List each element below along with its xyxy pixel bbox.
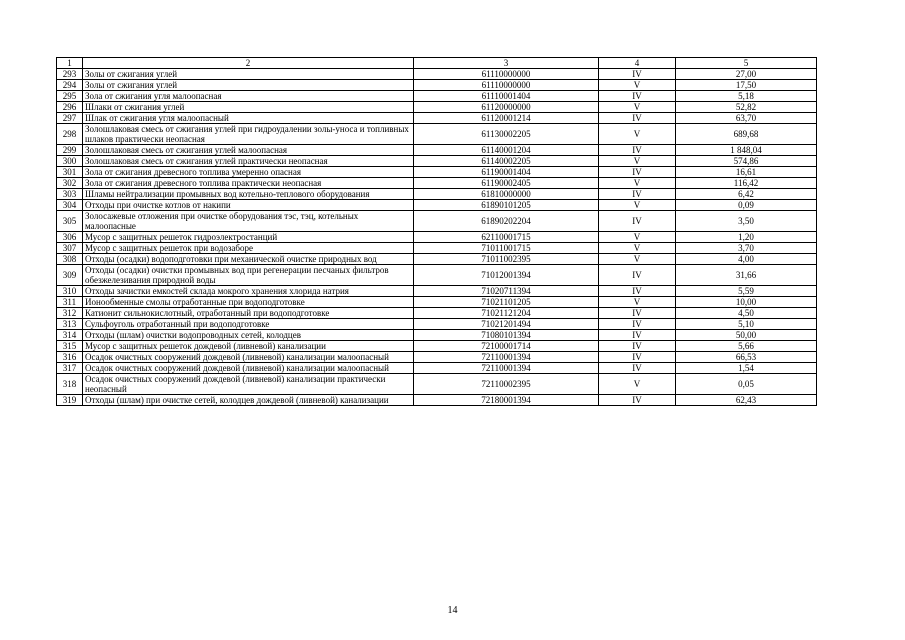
hazard-class: V xyxy=(599,243,676,254)
amount-value: 31,66 xyxy=(676,265,817,286)
row-number: 316 xyxy=(57,352,83,363)
hazard-class: IV xyxy=(599,308,676,319)
hazard-class: IV xyxy=(599,286,676,297)
row-number: 297 xyxy=(57,113,83,124)
waste-code: 61110000000 xyxy=(414,69,599,80)
amount-value: 62,43 xyxy=(676,395,817,406)
waste-name: Отходы (шлам) очистки водопроводных сетей, колодцев xyxy=(83,330,414,341)
table-row xyxy=(57,297,817,308)
waste-code: 61120000000 xyxy=(414,102,599,113)
waste-code: 72110002395 xyxy=(414,374,599,395)
waste-name: Шламы нейтрализации промывных вод котельно-теплового оборудования xyxy=(83,189,414,200)
waste-name: Шлак от сжигания угля малоопасный xyxy=(83,113,414,124)
amount-value: 5,66 xyxy=(676,341,817,352)
hazard-class: V xyxy=(599,232,676,243)
waste-name: Сульфоуголь отработанный при водоподготовке xyxy=(83,319,414,330)
waste-name: Отходы при очистке котлов от накипи xyxy=(83,200,414,211)
row-number: 298 xyxy=(57,124,83,145)
waste-code: 71080101394 xyxy=(414,330,599,341)
hazard-class: IV xyxy=(599,69,676,80)
amount-value: 16,61 xyxy=(676,167,817,178)
amount-value: 63,70 xyxy=(676,113,817,124)
waste-name: Катионит сильнокислотный, отработанный при водоподготовке xyxy=(83,308,414,319)
hazard-class: IV xyxy=(599,211,676,232)
amount-value: 0,05 xyxy=(676,374,817,395)
table-row xyxy=(57,200,817,211)
row-number: 301 xyxy=(57,167,83,178)
amount-value: 1 848,04 xyxy=(676,145,817,156)
amount-value: 574,86 xyxy=(676,156,817,167)
hazard-class: V xyxy=(599,124,676,145)
waste-code: 61130002205 xyxy=(414,124,599,145)
waste-code: 72110001394 xyxy=(414,352,599,363)
amount-value: 1,54 xyxy=(676,363,817,374)
row-number: 294 xyxy=(57,80,83,91)
waste-code: 61890101205 xyxy=(414,200,599,211)
waste-name: Золосажевые отложения при очистке оборудования тэс, тэц, котельных малоопасные xyxy=(83,211,414,232)
row-number: 302 xyxy=(57,178,83,189)
waste-code: 62110001715 xyxy=(414,232,599,243)
amount-value: 52,82 xyxy=(676,102,817,113)
waste-code: 61120001214 xyxy=(414,113,599,124)
table-row xyxy=(57,167,817,178)
table-row xyxy=(57,395,817,406)
hazard-class: IV xyxy=(599,265,676,286)
hazard-class: V xyxy=(599,200,676,211)
row-number: 311 xyxy=(57,297,83,308)
row-number: 296 xyxy=(57,102,83,113)
row-number: 309 xyxy=(57,265,83,286)
waste-code: 71021101205 xyxy=(414,297,599,308)
waste-name: Осадок очистных сооружений дождевой (ливневой) канализации малоопасный xyxy=(83,363,414,374)
waste-code: 71011002395 xyxy=(414,254,599,265)
waste-name: Осадок очистных сооружений дождевой (ливневой) канализации малоопасный xyxy=(83,352,414,363)
row-number: 293 xyxy=(57,69,83,80)
row-number: 317 xyxy=(57,363,83,374)
row-number: 314 xyxy=(57,330,83,341)
table-row xyxy=(57,124,817,145)
row-number: 319 xyxy=(57,395,83,406)
amount-value: 66,53 xyxy=(676,352,817,363)
waste-name: Золошлаковая смесь от сжигания углей практически неопасная xyxy=(83,156,414,167)
hazard-class: IV xyxy=(599,363,676,374)
row-number: 315 xyxy=(57,341,83,352)
table-row xyxy=(57,102,817,113)
row-number: 307 xyxy=(57,243,83,254)
waste-code: 61190001404 xyxy=(414,167,599,178)
waste-name: Зола от сжигания древесного топлива умеренно опасная xyxy=(83,167,414,178)
hazard-class: IV xyxy=(599,319,676,330)
waste-code: 72110001394 xyxy=(414,363,599,374)
amount-value: 27,00 xyxy=(676,69,817,80)
row-number: 299 xyxy=(57,145,83,156)
waste-code: 72180001394 xyxy=(414,395,599,406)
waste-name: Золы от сжигания углей xyxy=(83,80,414,91)
hazard-class: IV xyxy=(599,91,676,102)
waste-name: Зола от сжигания древесного топлива практически неопасная xyxy=(83,178,414,189)
table-row xyxy=(57,265,817,286)
table-row xyxy=(57,363,817,374)
hazard-class: IV xyxy=(599,330,676,341)
amount-value: 689,68 xyxy=(676,124,817,145)
hazard-class: IV xyxy=(599,395,676,406)
table-row xyxy=(57,80,817,91)
waste-code: 61190002405 xyxy=(414,178,599,189)
row-number: 310 xyxy=(57,286,83,297)
row-number: 304 xyxy=(57,200,83,211)
hazard-class: V xyxy=(599,102,676,113)
hazard-class: V xyxy=(599,297,676,308)
waste-code: 61140001204 xyxy=(414,145,599,156)
table-row xyxy=(57,374,817,395)
waste-name: Осадок очистных сооружений дождевой (ливневой) канализации практически неопасный xyxy=(83,374,414,395)
table-row xyxy=(57,254,817,265)
header-col-1: 1 xyxy=(57,58,83,69)
table-row xyxy=(57,232,817,243)
hazard-class: IV xyxy=(599,167,676,178)
waste-name: Мусор с защитных решеток при водозаборе xyxy=(83,243,414,254)
amount-value: 0,09 xyxy=(676,200,817,211)
hazard-class: V xyxy=(599,178,676,189)
row-number: 312 xyxy=(57,308,83,319)
waste-code: 61140002205 xyxy=(414,156,599,167)
amount-value: 4,00 xyxy=(676,254,817,265)
row-number: 318 xyxy=(57,374,83,395)
table-row xyxy=(57,243,817,254)
amount-value: 3,70 xyxy=(676,243,817,254)
hazard-class: IV xyxy=(599,113,676,124)
table-row xyxy=(57,145,817,156)
waste-name: Отходы (осадки) водоподготовки при механической очистке природных вод xyxy=(83,254,414,265)
table-row xyxy=(57,113,817,124)
table-row xyxy=(57,319,817,330)
table-row xyxy=(57,330,817,341)
hazard-class: IV xyxy=(599,189,676,200)
amount-value: 4,50 xyxy=(676,308,817,319)
waste-code: 71021121204 xyxy=(414,308,599,319)
amount-value: 1,20 xyxy=(676,232,817,243)
waste-code: 71020711394 xyxy=(414,286,599,297)
waste-name: Золошлаковая смесь от сжигания углей при гидроудалении золы-уноса и топливных шлаков практически неопасная xyxy=(83,124,414,145)
table-row xyxy=(57,178,817,189)
waste-code: 61890202204 xyxy=(414,211,599,232)
waste-code: 61110001404 xyxy=(414,91,599,102)
table-header xyxy=(57,58,817,69)
amount-value: 6,42 xyxy=(676,189,817,200)
amount-value: 116,42 xyxy=(676,178,817,189)
waste-code: 71012001394 xyxy=(414,265,599,286)
waste-table xyxy=(56,57,817,406)
table-row xyxy=(57,352,817,363)
header-col-2: 2 xyxy=(83,58,414,69)
header-row xyxy=(57,58,817,69)
table-row xyxy=(57,91,817,102)
waste-name: Шлаки от сжигания углей xyxy=(83,102,414,113)
table-row xyxy=(57,189,817,200)
table-row xyxy=(57,211,817,232)
waste-code: 71021201494 xyxy=(414,319,599,330)
waste-name: Мусор с защитных решеток гидроэлектростанций xyxy=(83,232,414,243)
amount-value: 17,50 xyxy=(676,80,817,91)
hazard-class: IV xyxy=(599,352,676,363)
row-number: 306 xyxy=(57,232,83,243)
waste-name: Ионообменные смолы отработанные при водоподготовке xyxy=(83,297,414,308)
waste-code: 61810000000 xyxy=(414,189,599,200)
table-row xyxy=(57,308,817,319)
waste-name: Золы от сжигания углей xyxy=(83,69,414,80)
waste-name: Золошлаковая смесь от сжигания углей малоопасная xyxy=(83,145,414,156)
hazard-class: V xyxy=(599,374,676,395)
hazard-class: V xyxy=(599,156,676,167)
amount-value: 5,59 xyxy=(676,286,817,297)
table-body xyxy=(57,69,817,406)
header-col-5: 5 xyxy=(676,58,817,69)
table-row xyxy=(57,341,817,352)
amount-value: 10,00 xyxy=(676,297,817,308)
amount-value: 50,00 xyxy=(676,330,817,341)
amount-value: 3,50 xyxy=(676,211,817,232)
page-number: 14 xyxy=(447,605,458,616)
hazard-class: V xyxy=(599,80,676,91)
waste-name: Отходы зачистки емкостей склада мокрого хранения хлорида натрия xyxy=(83,286,414,297)
row-number: 300 xyxy=(57,156,83,167)
waste-name: Отходы (шлам) при очистке сетей, колодцев дождевой (ливневой) канализации xyxy=(83,395,414,406)
waste-name: Зола от сжигания угля малоопасная xyxy=(83,91,414,102)
table-row xyxy=(57,69,817,80)
row-number: 313 xyxy=(57,319,83,330)
header-col-3: 3 xyxy=(414,58,599,69)
waste-name: Мусор с защитных решеток дождевой (ливневой) канализации xyxy=(83,341,414,352)
table-row xyxy=(57,156,817,167)
waste-code: 61110000000 xyxy=(414,80,599,91)
table-row xyxy=(57,286,817,297)
amount-value: 5,18 xyxy=(676,91,817,102)
row-number: 303 xyxy=(57,189,83,200)
hazard-class: IV xyxy=(599,341,676,352)
waste-name: Отходы (осадки) очистки промывных вод при регенерации песчаных фильтров обезжелезивания природной воды xyxy=(83,265,414,286)
hazard-class: V xyxy=(599,254,676,265)
waste-code: 71011001715 xyxy=(414,243,599,254)
header-col-4: 4 xyxy=(599,58,676,69)
row-number: 295 xyxy=(57,91,83,102)
row-number: 305 xyxy=(57,211,83,232)
waste-code: 72100001714 xyxy=(414,341,599,352)
amount-value: 5,10 xyxy=(676,319,817,330)
hazard-class: IV xyxy=(599,145,676,156)
row-number: 308 xyxy=(57,254,83,265)
